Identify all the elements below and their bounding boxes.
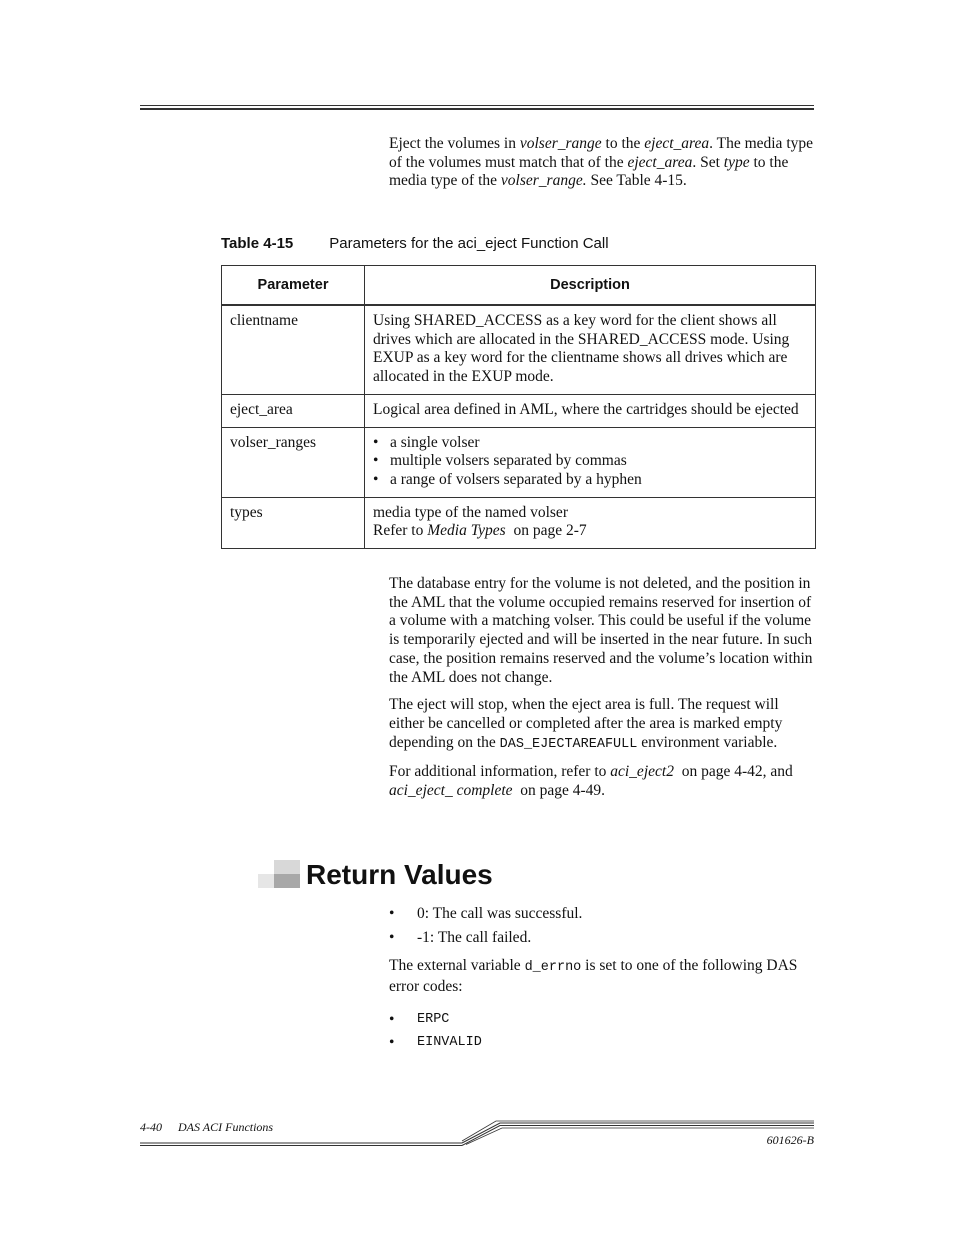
parameters-table [221,265,816,549]
param-description: Logical area defined in AML, where the cartridges should be ejected [365,394,816,427]
media-types-link[interactable]: Media Types [427,522,506,540]
paragraph: The external variable d_errno is set to one of the following DAS error codes: [389,957,798,995]
body-text [389,575,814,810]
document-id: 601626-B [766,1133,814,1147]
list-item: • a single volser [373,434,807,453]
table-row [222,394,816,427]
table-row [222,427,816,497]
footer-left [140,1118,273,1137]
list-item: • ERPC [389,1010,450,1028]
description-line: media type of the named volser [373,503,568,521]
aci-eject2-link[interactable]: aci_eject2 [610,763,674,781]
param-description [365,427,816,497]
header-rule [140,105,814,106]
aci-eject-complete-link[interactable]: aci_eject_ complete [389,782,513,800]
column-header: Description [365,266,816,306]
section-name: DAS ACI Functions [178,1120,274,1134]
section-heading: Return Values [306,859,493,890]
page-number: 4-40 [140,1120,162,1134]
paragraph: The database entry for the volume is not deleted, and the position in the AML that the volume occupied remains reserved for insertion of a volume with a matching volser. This could be useful if the volume is temporarily ejected and will be inserted in the near future. In such case, the position remains reserved and the volume’s location within the AML does not change. [389,575,813,686]
table-header-row [222,266,816,306]
intro-paragraph: Eject the volumes in volser_range to the eject_area. The media type of the volumes must match that of the eject_area. Set type to the media type of the volser_range. See Table 4-15. [389,135,814,190]
list-item: • multiple volsers separated by commas [373,452,807,471]
paragraph: For additional information, refer to aci_eject2 on page 4-42, and aci_eject_ complete on page 4-49. [389,763,797,800]
column-header: Parameter [222,266,365,306]
list-item: • a range of volsers separated by a hyphen [373,471,807,490]
list-item: • 0: The call was successful. [389,905,583,922]
return-values-list [389,905,814,952]
param-description [365,497,816,548]
param-name: types [222,497,365,548]
error-code-list [389,1008,482,1054]
param-name: volser_ranges [222,427,365,497]
param-description: Using SHARED_ACCESS as a key word for the client shows all drives which are allocated in the SHARED_ACCESS mode. Using EXUP as a key word for the clientname shows all drives which are allocated in the EXUP mode. [365,305,816,394]
description-line: Refer to Media Types on page 2-7 [373,522,587,540]
header-rule-thick [140,108,814,110]
section-heading-icon [258,860,300,888]
param-name: eject_area [222,394,365,427]
table-row [222,497,816,548]
table-number: Table 4-15 [221,235,294,252]
list-item: • -1: The call failed. [389,928,532,946]
param-name: clientname [222,305,365,394]
table-title: Parameters for the aci_eject Function Call [329,235,609,252]
code-term: DAS_EJECTAREAFULL [499,736,638,752]
paragraph: The eject will stop, when the eject area is full. The request will either be cancelled or completed after the area is marked empty depending on the DAS_EJECTAREAFULL environment variable. [389,696,783,752]
code-term: d_errno [524,960,582,975]
table-caption [221,235,609,252]
table-row [222,305,816,394]
list-item: • EINVALID [389,1033,482,1051]
bullet-list [373,434,807,490]
